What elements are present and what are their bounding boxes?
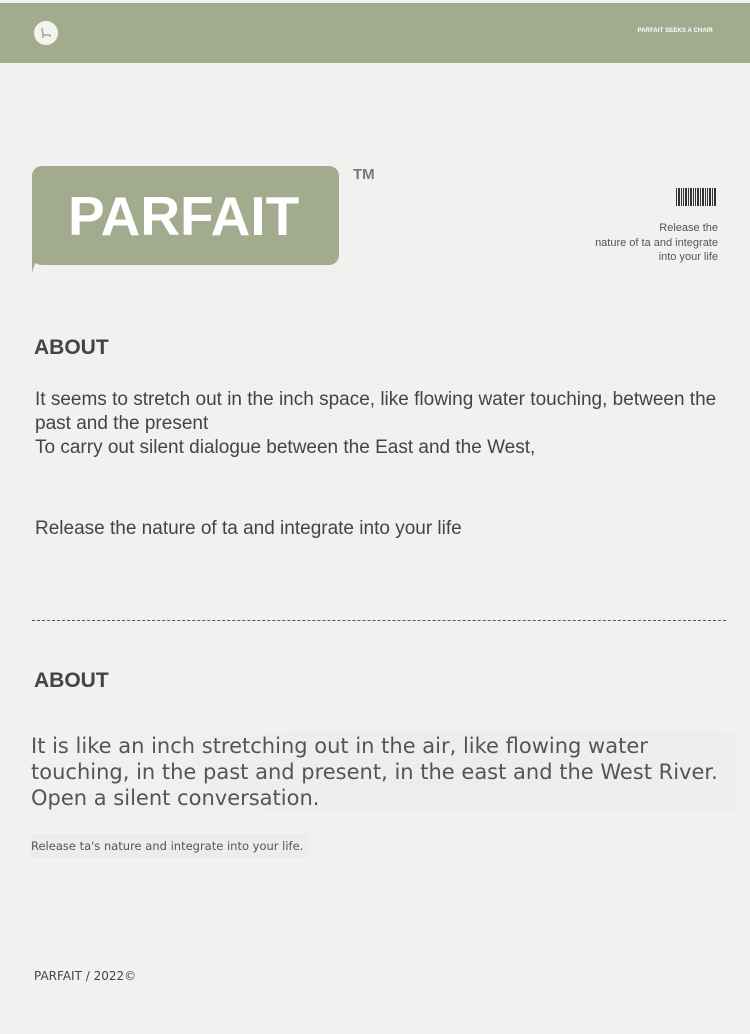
- about-heading-1: ABOUT: [34, 336, 109, 359]
- trademark-mark: TM: [353, 166, 375, 183]
- side-tagline-line2: nature of ta and integrate: [595, 236, 718, 249]
- top-banner: [0, 3, 750, 63]
- barcode-icon: [676, 188, 716, 206]
- about-paragraph-1-line1: It seems to stretch out in the inch space, like flowing water touching, between the past and the present: [35, 389, 717, 434]
- side-tagline-line1: Release the: [659, 222, 718, 234]
- brand-block-tail: [32, 250, 58, 274]
- about-paragraph-1: [35, 388, 735, 460]
- footer-copyright: PARFAIT / 2022©: [34, 969, 137, 983]
- about-paragraph-2: It is like an inch stretching out in the air, like flowing water touching, in the past and present, in the east and the West River. Open a silent conversation.: [31, 731, 736, 811]
- chair-logo-icon[interactable]: [34, 21, 58, 45]
- side-tagline: [518, 221, 718, 265]
- dashed-divider: [32, 620, 726, 621]
- header-tagline: PARFAIT SEEKS A CHAIR: [637, 28, 713, 34]
- release-statement-2: Release ta's nature and integrate into your life.: [31, 834, 308, 858]
- brand-name: PARFAIT: [68, 185, 300, 247]
- about-heading-2: ABOUT: [34, 669, 109, 692]
- release-statement-1: Release the nature of ta and integrate into your life: [35, 518, 462, 539]
- side-tagline-line3: into your life: [658, 251, 718, 263]
- about-paragraph-1-line2: To carry out silent dialogue between the East and the West,: [35, 437, 536, 458]
